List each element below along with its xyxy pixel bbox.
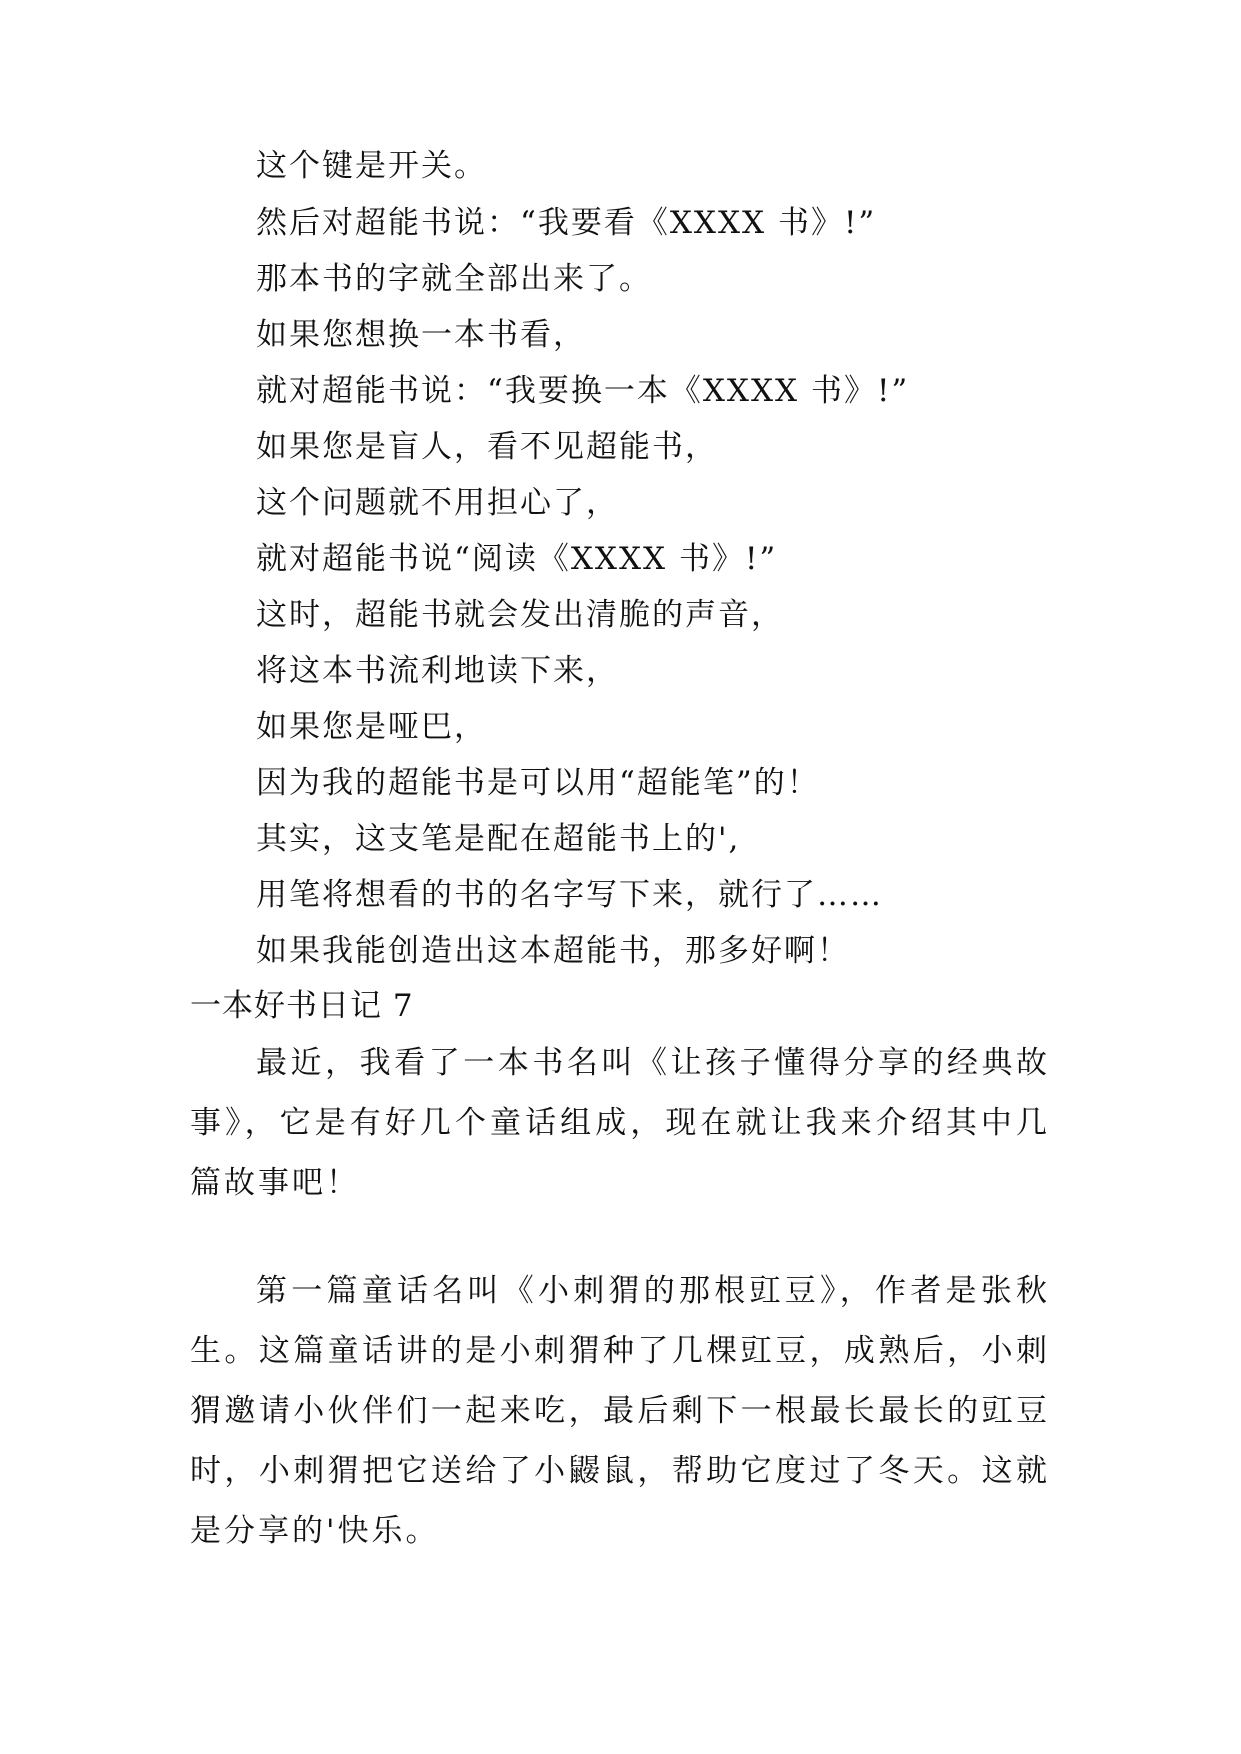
- paragraph: 最近，我看了一本书名叫《让孩子懂得分享的经典故事》，它是有好几个童话组成，现在就让我来介绍其中几篇故事吧！: [190, 1045, 1050, 1201]
- poem-line: 如果您想换一本书看，: [256, 317, 586, 353]
- poem-line: 如果我能创造出这本超能书，那多好啊！: [256, 933, 850, 969]
- poem-line: 这时，超能书就会发出清脆的声音，: [256, 597, 784, 633]
- poem-line: 用笔将想看的书的名字写下来，就行了……: [256, 877, 883, 913]
- poem-line: 如果您是哑巴，: [256, 709, 487, 745]
- poem-line: 然后对超能书说：“我要看《XXXX 书》!”: [256, 205, 877, 241]
- poem-line: 那本书的字就全部出来了。: [256, 261, 652, 297]
- poem-line: 这个键是开关。: [256, 148, 487, 184]
- paragraph: 第一篇童话名叫《小刺猬的那根豇豆》，作者是张秋生。这篇童话讲的是小刺猬种了几棵豇豆，成熟后，小刺猬邀请小伙伴们一起来吃，最后剩下一根最长最长的豇豆时，小刺猬把它送给了小鼹鼠，帮助它度过了冬天。这就是分享的'快乐。: [190, 1273, 1050, 1549]
- poem-line: 这个问题就不用担心了，: [256, 485, 619, 521]
- poem-line: 将这本书流利地读下来，: [256, 653, 619, 689]
- poem-line: 就对超能书说“阅读《XXXX 书》!”: [256, 541, 778, 577]
- section-title: 一本好书日记 7: [190, 988, 414, 1024]
- poem-line: 就对超能书说：“我要换一本《XXXX 书》!”: [256, 373, 910, 409]
- poem-line: 其实，这支笔是配在超能书上的',: [256, 821, 741, 857]
- poem-line: 如果您是盲人，看不见超能书，: [256, 429, 718, 465]
- poem-line: 因为我的超能书是可以用“超能笔”的！: [256, 765, 820, 801]
